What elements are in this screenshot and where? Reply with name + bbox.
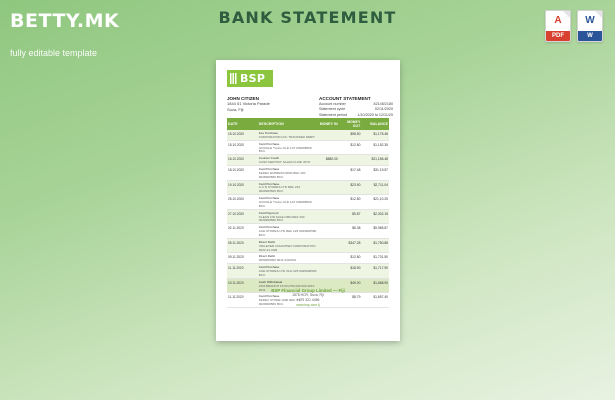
cell-balance: $1,668.90: [361, 278, 389, 293]
cell-balance: $1,731.50: [361, 253, 389, 264]
cell-date: 10.11.2020: [227, 278, 258, 293]
cell-money-in: [318, 140, 339, 155]
cell-money-in: [318, 166, 339, 181]
table-row: [227, 130, 389, 140]
table-row: [227, 209, 389, 224]
cell-money-in: [318, 224, 339, 239]
cell-money-in: [318, 195, 339, 210]
footer-phone: +679 321 4456: [296, 298, 320, 303]
word-file-icon[interactable]: [577, 10, 603, 42]
page-title: BANK STATEMENT: [218, 8, 397, 27]
column-balance: BALANCE: [361, 118, 389, 130]
cell-description: Fee Purchase CORPORATION A/C TRANSFER DEBIT: [258, 130, 318, 140]
account-number-label: Account number: [319, 102, 346, 106]
table-row: [227, 166, 389, 181]
transactions-body: [227, 130, 389, 307]
account-statement-title: ACCOUNT STATEMENT: [319, 96, 371, 101]
cell-date: 15.10.2020: [227, 130, 258, 140]
pdf-file-icon[interactable]: [545, 10, 571, 42]
statement-footer: [216, 288, 400, 307]
cell-date: 16.10.2020: [227, 155, 258, 166]
brand-title: BETTY.MK: [10, 10, 120, 32]
table-row: [227, 264, 389, 279]
cell-money-out: $18.90: [339, 264, 362, 279]
word-label: W: [578, 31, 602, 41]
cell-description: Card Purchase FEDEX EXPRESS 8840 REF 220 9028900580 BCC: [258, 166, 318, 181]
cell-date: 05.11.2020: [227, 238, 258, 253]
cell-description: Direct Debit UNILEVER UNLIMITED CORPORATION 0022-21-00M: [258, 238, 318, 253]
footer-website[interactable]: www.bsp.com.fj: [296, 303, 320, 308]
cell-money-out: $12.80: [339, 253, 362, 264]
statement-cycle-value: 02/11/2020: [374, 107, 393, 112]
cell-description: Counter Credit CASH DEPOSIT SALES FUND INTO: [258, 155, 318, 166]
cell-balance: $21,10.25: [361, 195, 389, 210]
table-row: [227, 140, 389, 155]
account-summary-block: [319, 96, 393, 118]
bsp-logo: [227, 70, 273, 87]
footer-company: BSP Financial Group Limited — Fiji: [271, 288, 345, 293]
column-description: DESCRIPTION: [258, 118, 318, 130]
cell-description: Card Payment CLEAN FIN SALE ORD REF 230 0029900580 BCC: [258, 209, 318, 224]
cell-balance: $31.19.57: [361, 166, 389, 181]
cell-description: Card Purchase ACE STORES LTD REF 229 0029900580 BCC: [258, 225, 317, 238]
word-glyph: W: [585, 15, 595, 26]
cell-description: Card Purchase A.C.N STORES LTD REF 223 0029900500 BCC: [258, 180, 318, 195]
account-number-value: 82145/2180: [373, 102, 393, 106]
table-row: [227, 224, 389, 239]
table-header-row: [227, 118, 389, 130]
cell-balance: $1,152.35: [361, 140, 389, 155]
cell-date: 09.11.2020: [227, 253, 258, 264]
table-row: [227, 253, 389, 264]
cell-money-out: $8.38: [339, 224, 362, 239]
cell-description: Card Purchase GOOGLE *Voice OLD 1AT 009288509 BCC: [258, 195, 318, 210]
statement-period-label: Statement period: [319, 112, 348, 117]
cell-money-in: [318, 264, 339, 279]
cell-money-out: $347.28: [339, 238, 362, 253]
cell-money-in: [318, 130, 339, 140]
cell-description: Direct Debit 0000009000 0011 0110001: [258, 253, 318, 264]
cell-description: Cash Withdrawal ATM BRANCH 15.00 ATM 009 000 9010 0011: [258, 278, 318, 293]
cell-date: 11.11.2020: [227, 264, 258, 279]
cell-money-in: [318, 253, 339, 264]
cell-description: Card Purchase ACE STORES LTD OLD 225 0029900580 BCC: [258, 265, 317, 277]
cell-money-in: [318, 209, 339, 224]
cell-money-out: $98.50: [339, 130, 362, 140]
logo-text: BSP: [240, 72, 266, 85]
cell-date: 19.10.2020: [227, 180, 258, 195]
pdf-glyph: A: [554, 15, 562, 26]
cell-balance: $21,156.48: [361, 155, 389, 166]
footer-address: 1878 HCR, Suva, Fiji: [292, 293, 324, 297]
format-badges: [545, 10, 603, 42]
cell-balance: $2,711.04: [361, 180, 389, 195]
cell-money-out: $23.90: [339, 180, 362, 195]
cell-balance: $2,302.15: [361, 209, 389, 224]
cell-money-out: [339, 155, 362, 166]
column-date: DATE: [227, 118, 258, 130]
column-money-in: MONEY IN: [318, 118, 339, 130]
cell-description: Card Purchase FEDEX STORE 1900 REF 2 0 0029900580 BCC: [258, 293, 318, 308]
cell-money-out: $12.80: [339, 195, 362, 210]
cell-date: 11.11.2020: [227, 293, 258, 308]
cell-money-out: $9.87: [339, 209, 362, 224]
table-row: [227, 155, 389, 166]
bank-statement-sheet: [216, 60, 400, 341]
customer-address-block: [227, 96, 307, 113]
cell-money-out: $8.79: [339, 293, 362, 308]
cell-date: 25.10.2020: [227, 195, 258, 210]
cell-money-out: $17.48: [339, 166, 362, 181]
cell-money-in: [318, 180, 339, 195]
cell-balance: $9,985.87: [361, 224, 389, 239]
cell-money-out: $49.00: [339, 278, 362, 293]
brand-subtitle: fully editable template: [10, 48, 98, 58]
transactions-table: [227, 118, 389, 308]
table-row: [227, 180, 389, 195]
statement-period-value: 1/10/2020 to 12/11/20: [357, 112, 393, 117]
pdf-label: PDF: [546, 31, 570, 41]
statement-cycle-label: Statement cycle: [319, 107, 346, 112]
cell-date: 18.10.2020: [227, 166, 258, 181]
cell-balance: $1,717.90: [361, 264, 389, 279]
customer-name: JOHN CITIZEN: [227, 96, 259, 101]
column-money-out: MONEY OUT: [339, 118, 362, 130]
cell-balance: $1,750.88: [361, 238, 389, 253]
table-row: [227, 238, 389, 253]
cell-money-out: $12.80: [339, 140, 362, 155]
cell-description: Card Purchase GOOGLE *Voice OLD 1AT 009288509 BCC: [258, 140, 318, 155]
cell-date: 15.10.2020: [227, 140, 258, 155]
table-row: [227, 195, 389, 210]
cell-balance: $1,657.40: [361, 293, 389, 308]
cell-money-in: $880.00: [318, 155, 339, 166]
cell-date: 27.10.2020: [227, 209, 258, 224]
customer-address-line: Suva, Fiji: [227, 106, 244, 112]
cell-money-in: [318, 238, 339, 253]
logo-bars-icon: [230, 73, 238, 84]
cell-balance: $1,175.48: [361, 130, 389, 140]
customer-address-line: 1844 51 Victoria Parade: [227, 101, 270, 106]
cell-date: 02.11.2020: [227, 224, 258, 239]
